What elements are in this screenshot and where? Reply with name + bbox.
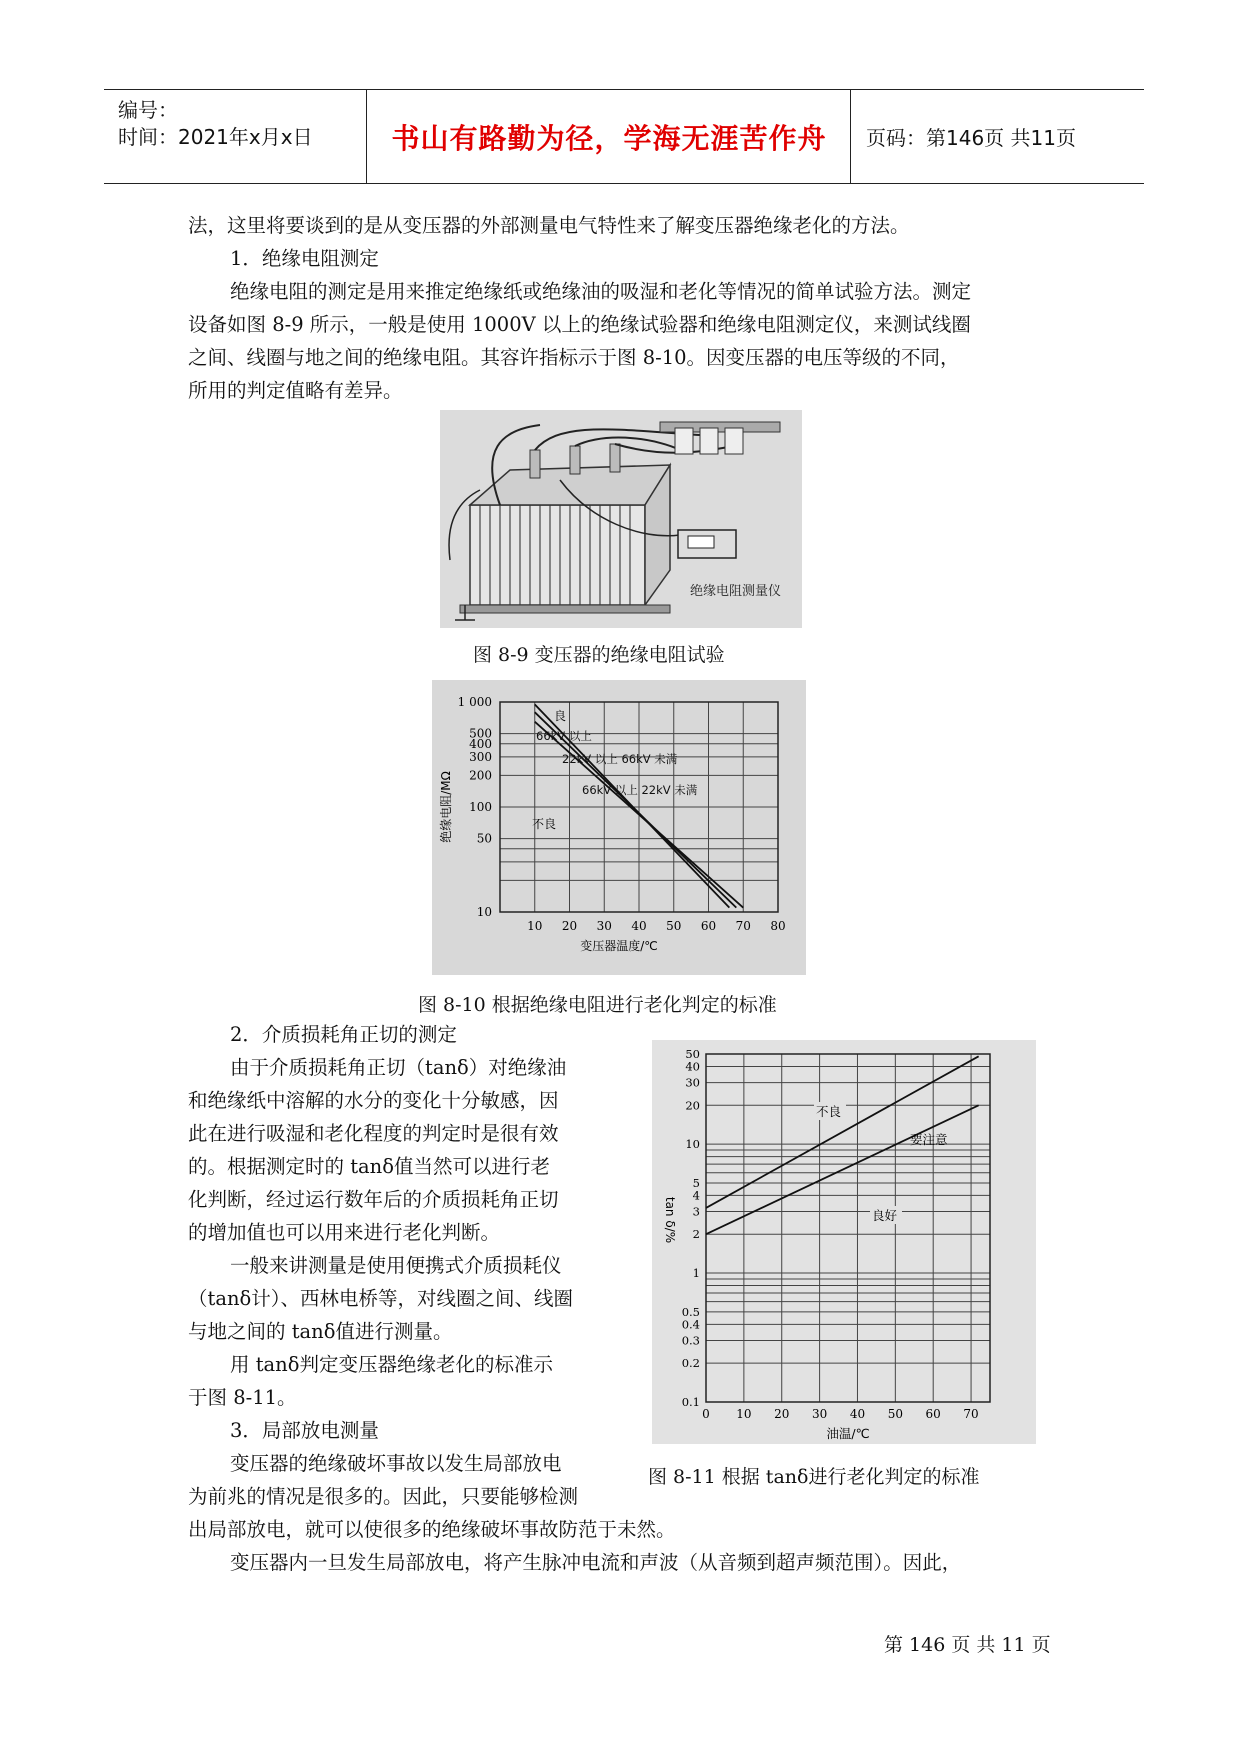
chart-insulation-resistance [432, 680, 806, 975]
header-left-cell [104, 90, 367, 183]
x-tick-label: 70 [735, 919, 751, 933]
paragraph-line: 设备如图 8-9 所示，一般是使用 1000V 以上的绝缘试验器和绝缘电阻测定仪，来测试线圈 [188, 313, 971, 336]
series-label: 良好 [872, 1208, 898, 1223]
chart-tan-delta [652, 1040, 1036, 1444]
series-label: 66kV 以上 22kV 未满 [582, 783, 698, 797]
annotation-good: 良 [554, 709, 567, 723]
doc-number-label: 编号： [118, 98, 178, 122]
y-tick-label: 300 [469, 749, 492, 764]
heading-partial-discharge: 3．局部放电测量 [230, 1419, 379, 1442]
paragraph-line: 之间、线圈与地之间的绝缘电阻。其容许指标示于图 8-10。因变压器的电压等级的不同， [188, 346, 960, 369]
y-tick-label: 10 [476, 905, 492, 919]
y-tick-label: 0.2 [681, 1356, 700, 1371]
page-info: 页码：第146页 共11页 [866, 126, 1076, 150]
x-tick-label: 30 [811, 1407, 828, 1421]
paragraph-line: 变压器内一旦发生局部放电，将产生脉冲电流和声波（从音频到超声频范围）。因此， [230, 1551, 962, 1574]
y-tick-label: 30 [685, 1075, 700, 1090]
x-tick-label: 10 [527, 919, 543, 933]
header-center-cell [368, 90, 851, 183]
paragraph-line: 所用的判定值略有差异。 [188, 379, 403, 402]
x-tick-label: 10 [736, 1407, 752, 1421]
x-tick-label: 60 [925, 1407, 941, 1421]
figure-8-9 [440, 410, 802, 632]
paragraph-line: 用 tanδ判定变压器绝缘老化的标准示 [230, 1353, 553, 1376]
series-label: 不良 [816, 1104, 842, 1119]
figure-8-10-caption: 图 8-10 根据绝缘电阻进行老化判定的标准 [418, 994, 777, 1016]
paragraph-line: 变压器的绝缘破坏事故以发生局部放电 [230, 1452, 562, 1475]
paragraph-line: 化判断，经过运行数年后的介质损耗角正切 [188, 1188, 559, 1211]
paragraph-line: 与地之间的 tanδ值进行测量。 [188, 1320, 453, 1343]
y-tick-label: 400 [469, 736, 492, 751]
y-tick-label: 500 [469, 726, 492, 741]
x-tick-label: 50 [887, 1407, 903, 1421]
y-tick-label: 1 [692, 1266, 700, 1281]
paragraph-line: 的。根据测定时的 tanδ值当然可以进行老 [188, 1155, 550, 1178]
x-tick-label: 20 [774, 1407, 790, 1421]
x-tick-label: 80 [770, 919, 786, 933]
x-tick-label: 20 [561, 919, 578, 933]
figure-8-11 [652, 1040, 1036, 1448]
heading-insulation-resistance: 1．绝缘电阻测定 [230, 247, 379, 270]
y-tick-label: 4 [692, 1188, 700, 1203]
annotation-bad: 不良 [532, 817, 557, 831]
y-tick-label: 2 [692, 1227, 700, 1242]
y-tick-label: 3 [692, 1204, 700, 1219]
figure-8-9-caption: 图 8-9 变压器的绝缘电阻试验 [473, 644, 725, 666]
x-tick-label: 0 [702, 1407, 710, 1421]
y-tick-label: 0.5 [681, 1304, 700, 1319]
footer-page-number: 第 146 页 共 11 页 [884, 1634, 1051, 1656]
meter-label: 绝缘电阻测量仪 [690, 584, 782, 599]
x-tick-label: 40 [631, 919, 647, 933]
paragraph-line: 于图 8-11。 [188, 1386, 297, 1409]
series-label: 66kV 以上 [536, 729, 592, 743]
time-label: 时间：2021年x月x日 [118, 125, 313, 149]
y-axis-label: 绝缘电阻/MΩ [439, 771, 453, 843]
paragraph-intro: 法，这里将要谈到的是从变压器的外部测量电气特性来了解变压器绝缘老化的方法。 [188, 214, 910, 237]
paragraph-line: 和绝缘纸中溶解的水分的变化十分敏感，因 [188, 1089, 559, 1112]
y-tick-label: 0.4 [681, 1317, 700, 1332]
y-tick-label: 200 [469, 768, 492, 783]
series-label: 22kV 以上 66kV 未满 [562, 752, 678, 766]
heading-tan-delta: 2．介质损耗角正切的测定 [230, 1023, 457, 1046]
x-tick-label: 40 [849, 1407, 866, 1421]
annotation-caution: 要注意 [910, 1132, 948, 1147]
x-tick-label: 50 [666, 919, 682, 933]
x-axis-label: 油温/℃ [826, 1426, 870, 1441]
y-axis-label: tan δ/% [663, 1196, 677, 1244]
motto: 书山有路勤为径，学海无涯苦作舟 [391, 121, 827, 155]
y-tick-label: 100 [469, 800, 492, 814]
paragraph-line: 由于介质损耗角正切（tanδ）对绝缘油 [230, 1056, 567, 1079]
paragraph-line: 一般来讲测量是使用便携式介质损耗仪 [230, 1254, 562, 1277]
paragraph-line: （tanδ计）、西林电桥等，对线圈之间、线圈 [188, 1287, 574, 1310]
y-tick-label: 20 [685, 1098, 700, 1113]
paragraph-line: 的增加值也可以用来进行老化判断。 [188, 1221, 501, 1244]
header-right-cell [852, 90, 1144, 183]
y-tick-label: 10 [685, 1137, 700, 1152]
paragraph-line: 出局部放电，就可以使很多的绝缘破坏事故防范于未然。 [188, 1518, 676, 1541]
y-tick-label: 50 [476, 831, 492, 846]
y-tick-label: 1 000 [457, 695, 492, 709]
header-table [104, 89, 1144, 184]
y-tick-label: 50 [685, 1047, 700, 1061]
paragraph-line: 为前兆的情况是很多的。因此，只要能够检测 [188, 1485, 579, 1508]
x-tick-label: 60 [700, 919, 717, 933]
x-tick-label: 70 [963, 1407, 979, 1421]
figure-8-10 [432, 680, 806, 979]
y-tick-label: 0.1 [681, 1395, 700, 1409]
y-tick-label: 0.3 [681, 1333, 700, 1348]
y-tick-label: 40 [685, 1059, 700, 1074]
paragraph-line: 此在进行吸湿和老化程度的判定时是很有效 [188, 1122, 559, 1145]
x-tick-label: 30 [596, 919, 612, 933]
y-tick-label: 5 [692, 1175, 700, 1190]
figure-8-11-caption: 图 8-11 根据 tanδ进行老化判定的标准 [648, 1466, 980, 1488]
x-axis-label: 变压器温度/℃ [580, 939, 658, 953]
transformer-illustration [440, 410, 802, 628]
paragraph-line: 绝缘电阻的测定是用来推定绝缘纸或绝缘油的吸湿和老化等情况的简单试验方法。测定 [230, 280, 972, 303]
